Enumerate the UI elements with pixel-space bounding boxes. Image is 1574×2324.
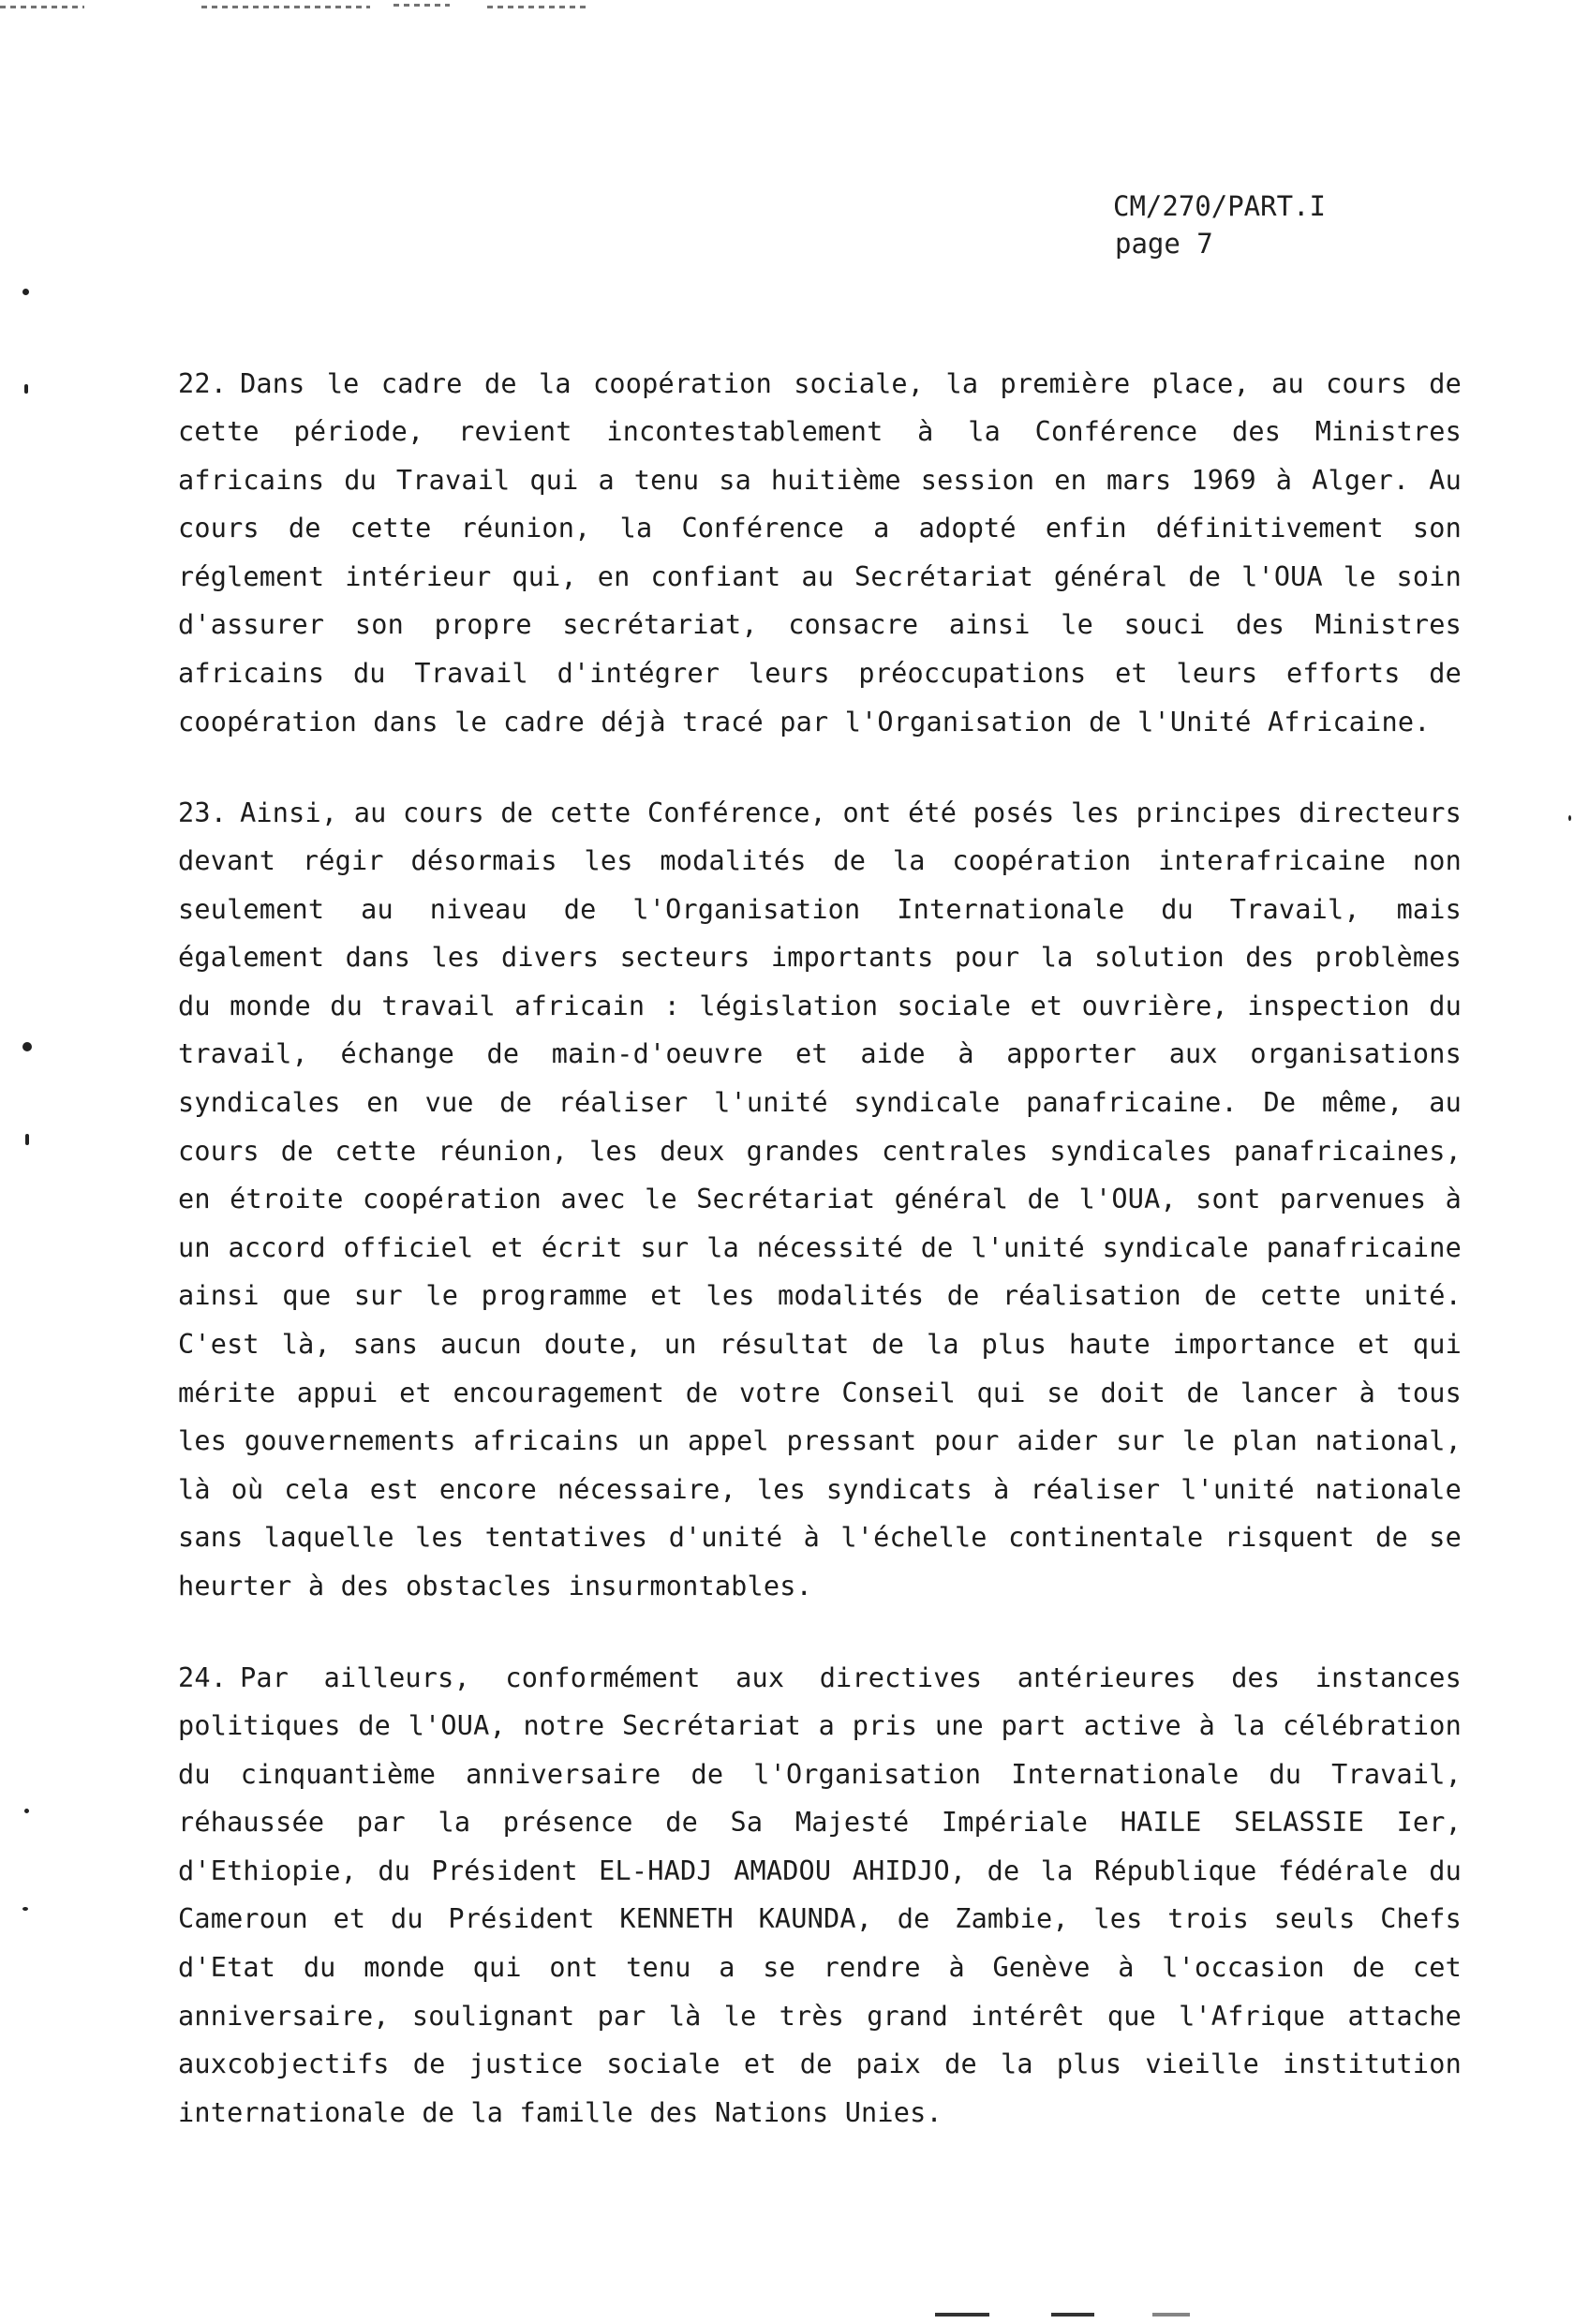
paragraph-23 bbox=[178, 789, 1462, 1611]
paragraph-number: 23. bbox=[178, 797, 228, 828]
margin-speck bbox=[24, 1809, 29, 1813]
paragraph-text: Par ailleurs, conformément aux directives antérieures des instances politiques de l'OUA, notre Secrétariat a pris une part active à la célébration du cinquantième anniversaire de l'Organisation Internationale du Travail, réhaussée par la présence de Sa Majesté Impériale HAILE SELASSIE Ier, d'Ethiopie, du Président EL-HADJ AMADOU AHIDJO, de la République fédérale du Cameroun et du Président KENNETH KAUNDA, de Zambie, les trois seuls Chefs d'Etat du monde qui ont tenu a se rendre à Genève à l'occasion de cet anniversaire, soulignant par là le très grand intérêt que l'Afrique attache auxcobjectifs de justice sociale et de paix de la plus vieille institution internationale de la famille des Nations Unies. bbox=[178, 1661, 1462, 2128]
margin-speck bbox=[22, 289, 29, 295]
scan-artifact-top-right bbox=[487, 6, 590, 8]
paragraph-22 bbox=[178, 360, 1462, 747]
paragraph-number: 22. bbox=[178, 367, 228, 399]
margin-speck bbox=[22, 1907, 28, 1911]
page-number: page 7 bbox=[1115, 228, 1213, 260]
scan-artifact-top-center bbox=[201, 6, 370, 8]
margin-speck bbox=[1568, 815, 1571, 821]
paragraph-text: Ainsi, au cours de cette Conférence, ont été posés les principes directeurs devant régir désormais les modalités de la coopération interafricaine non seulement au niveau de l'Organisation Internationale du Travail, mais également dans les divers secteurs importants pour la solution des problèmes du monde du travail africain : législation sociale et ouvrière, inspection du travail, échange de main-d'oeuvre et aide à apporter aux organisations syndicales en vue de réaliser l'unité syndicale panafricaine. De même, au cours de cette réunion, les deux grandes centrales syndicales panafricaines, en étroite coopération avec le Secrétariat général de l'OUA, sont parvenues à un accord officiel et écrit sur la nécessité de l'unité syndicale panafricaine ainsi que sur le programme et les modalités de réalisation de cette unité. C'est là, sans aucun doute, un résultat de la plus haute importance et qui mérite appui et encouragement de votre Conseil qui se doit de lancer à tous les gouvernements africains un appel pressant pour aider sur le plan national, là où cela est encore nécessaire, les syndicats à réaliser l'unité nationale sans laquelle les tentatives d'unité à l'échelle continentale risquent de se heurter à des obstacles insurmontables. bbox=[178, 797, 1462, 1601]
scan-artifact-bottom bbox=[1051, 2313, 1094, 2317]
margin-speck bbox=[25, 1134, 29, 1145]
paragraph-24 bbox=[178, 1654, 1462, 2138]
scan-artifact-top-center-2 bbox=[394, 4, 450, 7]
document-reference bbox=[1113, 187, 1326, 262]
paragraph-text: Dans le cadre de la coopération sociale, la première place, au cours de cette période, revient incontestablement à la Conférence des Ministres africains du Travail qui a tenu sa huitième session en mars 1969 à Alger. Au cours de cette réunion, la Conférence a adopté enfin définitivement son réglement intérieur qui, en confiant au Secrétariat général de l'OUA le soin d'assurer son propre secrétariat, consacre ainsi le souci des Ministres africains du Travail d'intégrer leurs préoccupations et leurs efforts de coopération dans le cadre déjà tracé par l'Organisation de l'Unité Africaine. bbox=[178, 367, 1462, 737]
scan-artifact-bottom bbox=[1152, 2313, 1190, 2317]
paragraph-number: 24. bbox=[178, 1661, 228, 1693]
margin-speck bbox=[24, 384, 28, 394]
reference-code: CM/270/PART.I bbox=[1113, 190, 1326, 222]
scan-artifact-bottom bbox=[935, 2313, 989, 2317]
margin-speck bbox=[22, 1042, 32, 1051]
scan-artifact-top-left bbox=[0, 6, 84, 8]
